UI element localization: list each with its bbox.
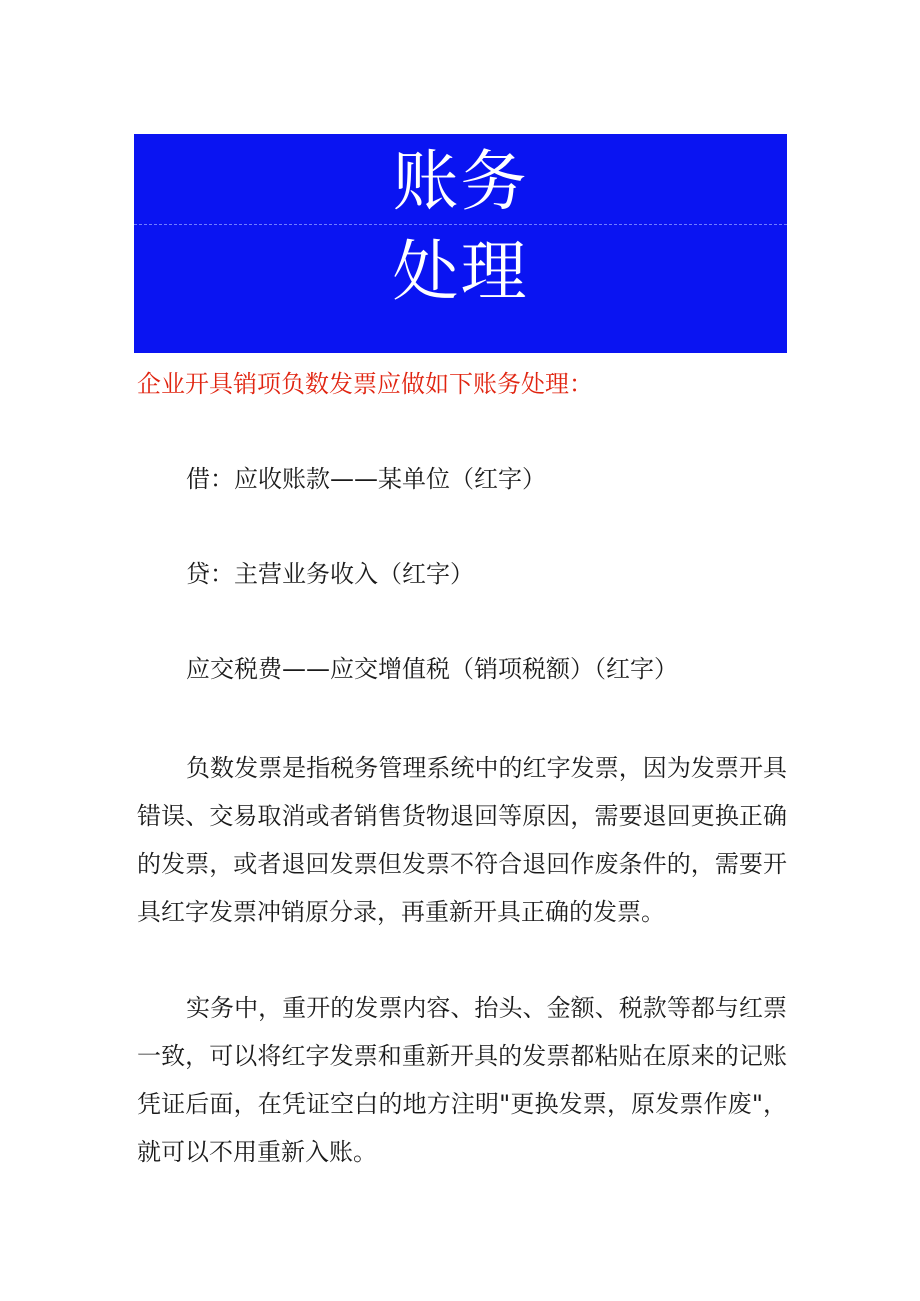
banner-title-line1: 账务 bbox=[392, 143, 529, 220]
journal-entry-debit: 借：应收账款——某单位（红字） bbox=[186, 465, 546, 493]
title-banner bbox=[134, 134, 787, 353]
paragraph-negative-invoice: 负数发票是指税务管理系统中的红字发票，因为发票开具错误、交易取消或者销售货物退回等原因，需要退回更换正确的发票，或者退回发票但发票不符合退回作废条件的，需要开具红字发票冲销原分录，再重新开具正确的发票。 bbox=[137, 754, 787, 926]
intro-heading: 企业开具销项负数发票应做如下账务处理： bbox=[137, 370, 593, 398]
journal-entry-tax: 应交税费——应交增值税（销项税额）（红字） bbox=[186, 655, 678, 683]
journal-entry-credit: 贷：主营业务收入（红字） bbox=[186, 560, 474, 588]
paragraph-practice: 实务中，重开的发票内容、抬头、金额、税款等都与红票一致，可以将红字发票和重新开具的发票都粘贴在原来的记账凭证后面，在凭证空白的地方注明"更换发票，原发票作废"，就可以不用重新入账。 bbox=[137, 994, 787, 1166]
banner-divider bbox=[134, 224, 787, 225]
banner-title-line2: 处理 bbox=[392, 233, 529, 310]
